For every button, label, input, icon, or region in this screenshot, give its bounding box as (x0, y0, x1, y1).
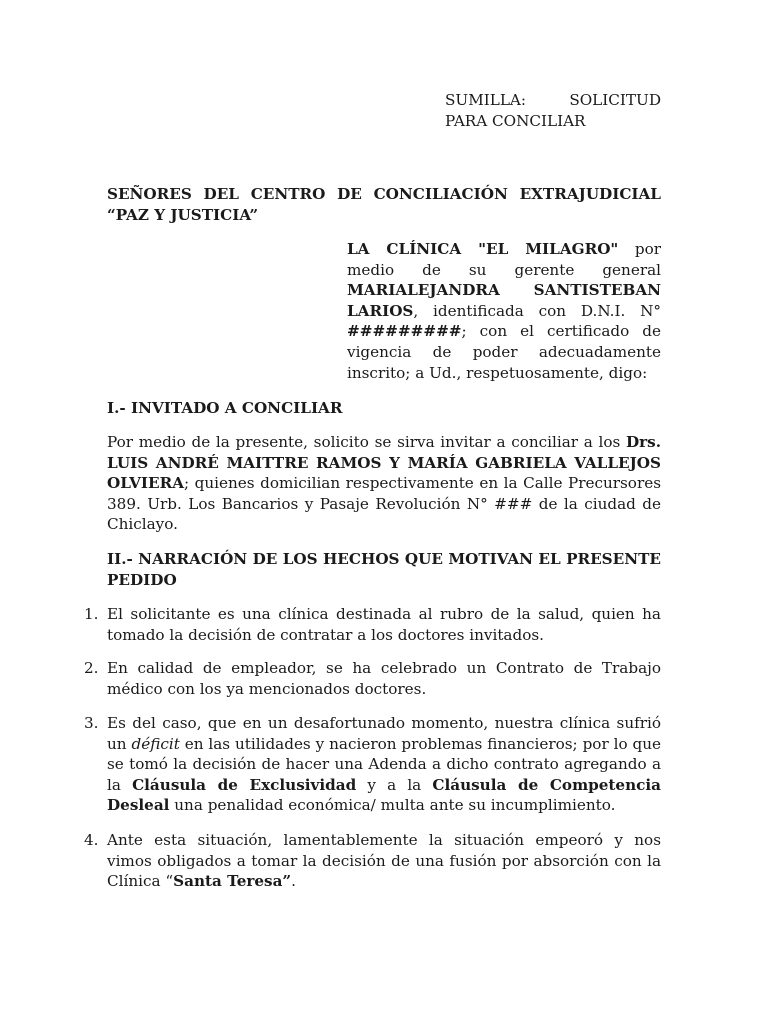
list-item-line: En calidad de empleador, se ha celebrado un Contrato de Trabajo (107, 659, 661, 677)
list-item-line: tomado la decisión de contratar a los doctores invitados. (107, 625, 544, 644)
list-item-line: Es del caso, que en un desafortunado momento, nuestra clínica sufrió (107, 714, 661, 732)
petitioner-line-2: medio de su gerente general (347, 260, 661, 279)
section-1-line-1: Por medio de la presente, solicito se sirva invitar a conciliar a los Drs. (107, 433, 661, 451)
section-2-heading (107, 549, 661, 590)
petitioner-line-7: inscrito; a Ud., respetuosamente, digo: (347, 363, 648, 382)
list-item-line: vimos obligados a tomar la decisión de una fusión por absorción con la (107, 851, 661, 870)
list-item (107, 713, 661, 816)
section-2-heading-line-1: II.- NARRACIÓN DE LOS HECHOS QUE MOTIVAN EL PRESENTE (107, 550, 661, 568)
section-1-line-5: Chiclayo. (107, 515, 178, 534)
petitioner-line-6: vigencia de poder adecuadamente (347, 342, 661, 361)
list-item (107, 658, 661, 699)
section-1-paragraph (107, 432, 661, 535)
petitioner-line-5: #########; con el certificado de (347, 322, 661, 341)
list-item-line: se tomó la decisión de hacer una Adenda a dicho contrato agregando a (107, 755, 661, 774)
list-item-line: la Cláusula de Exclusividad y a la Cláusula de Competencia (107, 775, 661, 794)
list-item-number: 4. (84, 831, 99, 849)
section-1-line-3: OLVIERA; quienes domicilian respectivamente en la Calle Precursores (107, 474, 661, 493)
petitioner-line-3: MARIALEJANDRA SANTISTEBAN (347, 281, 661, 300)
list-item (107, 830, 661, 892)
sumilla-line-1: SUMILLA: SOLICITUD (445, 91, 661, 109)
petitioner-block (347, 239, 661, 383)
list-item-line: un déficit en las utilidades y nacieron problemas financieros; por lo que (107, 734, 662, 753)
addressee-block (107, 184, 661, 225)
section-2-heading-line-2: PEDIDO (107, 570, 177, 589)
section-1-heading: I.- INVITADO A CONCILIAR (107, 399, 343, 417)
list-item-number: 3. (84, 714, 99, 732)
list-item-line: Clínica “Santa Teresa”. (107, 872, 296, 891)
list-item-number: 2. (84, 659, 99, 677)
list-item-line: Ante esta situación, lamentablemente la situación empeoró y nos (107, 831, 661, 849)
petitioner-line-4: LARIOS, identificada con D.N.I. N° (347, 301, 661, 320)
section-1-line-2: LUIS ANDRÉ MAITTRE RAMOS Y MARÍA GABRIELA VALLEJOS (107, 453, 661, 472)
list-item-line: Desleal una penalidad económica/ multa ante su incumplimiento. (107, 796, 616, 815)
addressee-line-2: “PAZ Y JUSTICIA” (107, 205, 259, 224)
sumilla-block (445, 90, 661, 131)
section-1-line-4: 389. Urb. Los Bancarios y Pasaje Revolución N° ### de la ciudad de (107, 494, 661, 513)
list-item-number: 1. (84, 605, 99, 623)
list-item-line: médico con los ya mencionados doctores. (107, 679, 427, 698)
addressee-line-1: SEÑORES DEL CENTRO DE CONCILIACIÓN EXTRAJUDICIAL (107, 185, 661, 203)
list-item (107, 604, 661, 645)
list-item-line: El solicitante es una clínica destinada al rubro de la salud, quien ha (107, 605, 661, 623)
petitioner-line-1: LA CLÍNICA "EL MILAGRO" por (347, 240, 661, 258)
sumilla-line-2: PARA CONCILIAR (445, 111, 586, 130)
